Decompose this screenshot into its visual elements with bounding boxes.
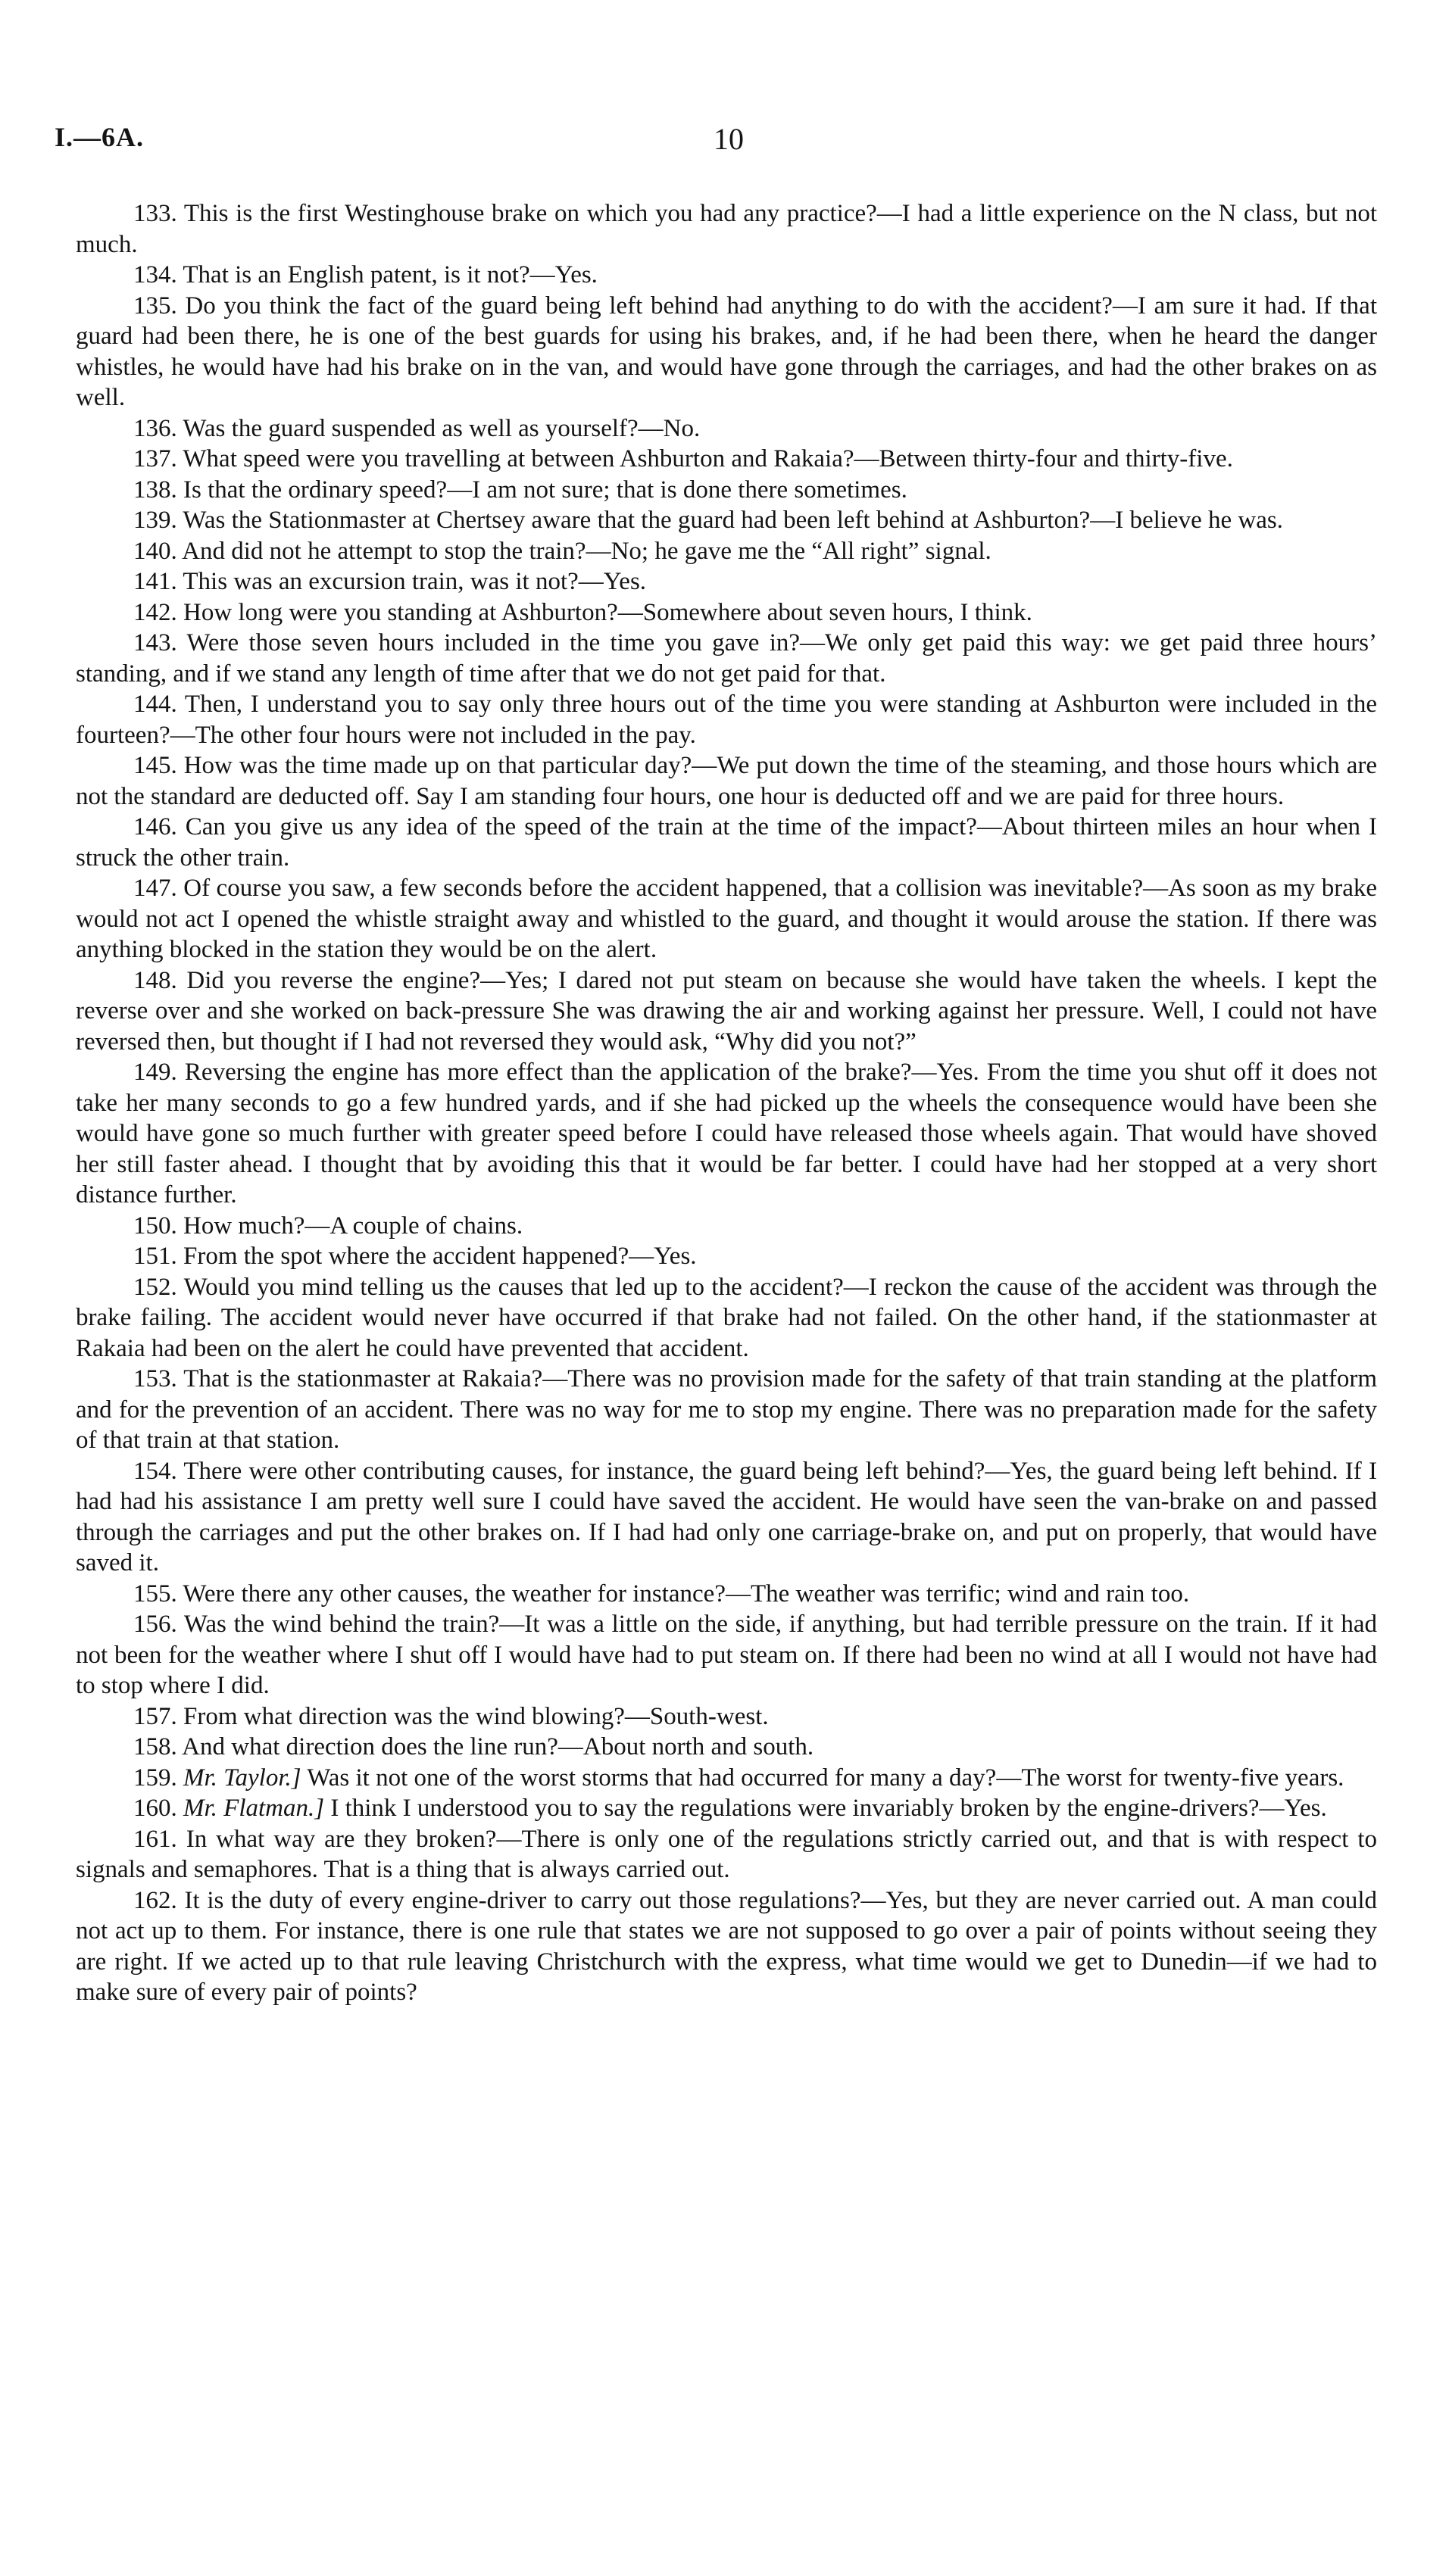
document-reference: I.—6A. xyxy=(55,122,145,152)
paragraph-160 xyxy=(76,1793,1377,1824)
paragraph-134: 134. That is an English patent, is it not?—Yes. xyxy=(133,261,598,288)
paragraph-140: 140. And did not he attempt to stop the train?—No; he gave me the “All right” signal. xyxy=(133,537,992,565)
paragraph-137: 137. What speed were you travelling at between Ashburton and Rakaia?—Between thirty-four and thirty-five. xyxy=(133,445,1233,472)
paragraph-161: 161. In what way are they broken?—There is only one of the regulations strictly carried out, and that is with respect to signals and semaphores. That is a thing that is always carried out. xyxy=(76,1825,1377,1883)
paragraph-149: 149. Reversing the engine has more effect than the application of the brake?—Yes. From the time you shut off it does not take her many seconds to go a few hundred yards, and if she had picked up the wheels the consequence would have been she would have gone so much further with greater speed before I could have released those wheels again. That would have shoved her still faster ahead. I thought that by avoiding this that it would be far better. I could have had her stopped at a very short distance further. xyxy=(76,1059,1377,1208)
page-number: 10 xyxy=(714,122,744,156)
paragraph-147: 147. Of course you saw, a few seconds before the accident happened, that a collision was inevitable?—As soon as my brake would not act I opened the whistle straight away and whistled to the guard, and thought it would arouse the station. If there was anything blocked in the station they would be on the alert. xyxy=(76,875,1377,963)
paragraph-158: 158. And what direction does the line run?—About north and south. xyxy=(133,1733,814,1760)
paragraph-text: I think I understood you to say the regulations were invariably broken by the engine-drivers?—Yes. xyxy=(330,1795,1327,1822)
paragraph-156: 156. Was the wind behind the train?—It was a little on the side, if anything, but had terrible pressure on the train. If it had not been for the weather where I shut off I would have had to put steam on. If there had been no wind at all I would not have had to stop where I did. xyxy=(76,1611,1377,1699)
paragraph-146: 146. Can you give us any idea of the speed of the train at the time of the impact?—About thirteen miles an hour when I struck the other train. xyxy=(76,813,1377,872)
paragraph-159 xyxy=(76,1763,1377,1794)
paragraph-155: 155. Were there any other causes, the weather for instance?—The weather was terrific; wind and rain too. xyxy=(133,1580,1190,1608)
paragraph-151: 151. From the spot where the accident happened?—Yes. xyxy=(133,1243,697,1270)
page-header xyxy=(55,121,1372,167)
paragraph-148: 148. Did you reverse the engine?—Yes; I dared not put steam on because she would have taken the wheels. I kept the reverse over and she worked on back-pressure She was drawing the air and working against her pressure. Well, I could not have reversed then, but thought if I had not reversed they would ask, “Why did you not?” xyxy=(76,966,1377,1056)
paragraph-139: 139. Was the Stationmaster at Chertsey aware that the guard had been left behind at Ashburton?—I believe he was. xyxy=(133,507,1283,534)
paragraph-142: 142. How long were you standing at Ashburton?—Somewhere about seven hours, I think. xyxy=(133,598,1032,626)
paragraph-154: 154. There were other contributing causes, for instance, the guard being left behind?—Yes, the guard being left behind. If I had had his assistance I am pretty well sure I could have saved the accident. He would have seen the van-brake on and passed through the carriages and put the other brakes on. If I had had only one carriage-brake on, and put on properly, that would have saved it. xyxy=(76,1457,1377,1576)
paragraph-150: 150. How much?—A couple of chains. xyxy=(133,1212,523,1240)
paragraph-152: 152. Would you mind telling us the causes that led up to the accident?—I reckon the cause of the accident was through the brake failing. The accident would never have occurred if that brake had not failed. On the other hand, if the stationmaster at Rakaia had been on the alert he could have prevented that accident. xyxy=(76,1273,1377,1362)
testimony-body xyxy=(76,198,1377,2008)
paragraph-162: 162. It is the duty of every engine-driver to carry out those regulations?—Yes, but they are never carried out. A man could not act up to them. For instance, there is one rule that states we are not supposed to go over a pair of points without seeing they are right. If we acted up to that rule leaving Christchurch with the express, what time would we get to Dunedin—if we had to make sure of every pair of points? xyxy=(76,1886,1377,2006)
paragraph-143: 143. Were those seven hours included in the time you gave in?—We only get paid this way: we get paid three hours’ standing, and if we stand any length of time after that we do not get paid for that. xyxy=(76,629,1377,688)
paragraph-144: 144. Then, I understand you to say only three hours out of the time you were standing at Ashburton were included in the fourteen?—The other four hours were not included in the pay. xyxy=(76,691,1377,749)
question-number: 160. xyxy=(133,1795,177,1822)
paragraph-135: 135. Do you think the fact of the guard being left behind had anything to do with the accident?—I am sure it had. If that guard had been there, he is one of the best guards for using his brakes, and, if he had been there, when he heard the danger whistles, he would have had his brake on in the van, and would have gone through the carriages, and had the other brakes on as well. xyxy=(76,292,1377,411)
paragraph-141: 141. This was an excursion train, was it not?—Yes. xyxy=(133,568,647,595)
paragraph-133: 133. This is the first Westinghouse brake on which you had any practice?—I had a little experience on the N class, but not much. xyxy=(76,200,1377,258)
paragraph-145: 145. How was the time made up on that particular day?—We put down the time of the steaming, and those hours which are not the standard are deducted off. Say I am standing four hours, one hour is deducted off and we are paid for three hours. xyxy=(76,752,1377,810)
speaker-name: Mr. Taylor.] xyxy=(183,1764,301,1792)
paragraph-153: 153. That is the stationmaster at Rakaia?—There was no provision made for the safety of that train standing at the platform and for the prevention of an accident. There was no way for me to stop my engine. There was no preparation made for the safety of that train at that station. xyxy=(76,1365,1377,1454)
paragraph-text: Was it not one of the worst storms that had occurred for many a day?—The worst for twenty-five years. xyxy=(307,1764,1344,1792)
paragraph-138: 138. Is that the ordinary speed?—I am not sure; that is done there sometimes. xyxy=(133,476,907,504)
speaker-name: Mr. Flatman.] xyxy=(183,1795,325,1822)
paragraph-157: 157. From what direction was the wind blowing?—South-west. xyxy=(133,1702,769,1730)
paragraph-136: 136. Was the guard suspended as well as yourself?—No. xyxy=(133,414,701,442)
question-number: 159. xyxy=(133,1764,177,1792)
